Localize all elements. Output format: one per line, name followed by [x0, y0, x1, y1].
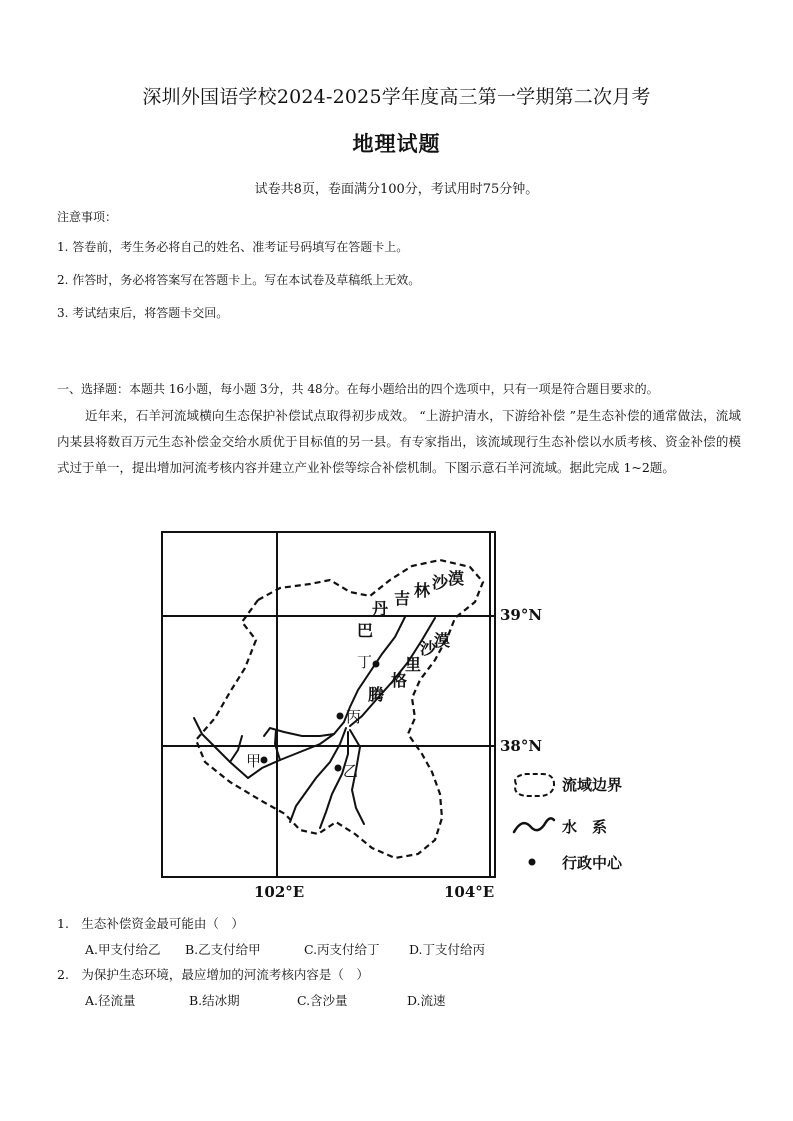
exam-info: 试卷共8页，卷面满分100分，考试用时75分钟。: [254, 182, 539, 197]
legend-water-symbol: [514, 818, 554, 832]
note-item-3: 3. 考试结束后，将答题卡交回。: [57, 306, 229, 320]
desert-badanjilin-char-3: 吉: [394, 589, 411, 608]
place-label-yi: 乙: [343, 762, 359, 780]
exam-title: 深圳外国语学校2024-2025学年度高三第一学期第二次月考: [142, 86, 651, 108]
question-1-options: [85, 940, 485, 958]
lat-label-38n: 38°N: [500, 737, 543, 755]
passage: 近年来，石羊河流域横向生态保护补偿试点取得初步成效。 “上游护清水，下游给补偿 ”是生态补偿的通常做法，流域内某县将数百万元生态补偿金交给水质优于目标值的另一县。有专家指出，该流域现行生态补偿以水质考核、资金补偿的模式过于单一，提出增加河流考核内容并建立产业补偿等综合补偿机制。下图示意石羊河流域。据此完成 1~2题。: [57, 408, 741, 475]
desert-tengger-char-2: 格: [391, 671, 408, 690]
q2-option-c[interactable]: C.含沙量: [296, 993, 348, 1008]
desert-badanjilin-char-4: 林: [414, 581, 431, 600]
section-heading: 一、选择题：本题共 16小题，每小题 3分，共 48分。在每小题给出的四个选项中，只有一项是符合题目要求的。: [57, 382, 659, 396]
legend-admin-symbol: [529, 859, 536, 866]
legend-admin-label: 行政中心: [562, 854, 623, 872]
desert-tengger-char-5: 漠: [434, 631, 451, 650]
notes-heading: 注意事项：: [57, 210, 118, 224]
legend-water-label: 水 系: [562, 818, 608, 836]
q2-option-b[interactable]: B.结冰期: [188, 993, 240, 1008]
desert-badanjilin-char-6: 漠: [448, 569, 465, 588]
place-dot-yi: [335, 765, 342, 772]
map-legend: [514, 774, 623, 872]
q1-option-b[interactable]: B.乙支付给甲: [184, 942, 261, 957]
lon-label-104e: 104°E: [444, 883, 495, 901]
q2-option-a[interactable]: A.径流量: [85, 993, 136, 1008]
question-2-options: [85, 991, 446, 1009]
desert-tengger-char-4: 沙: [420, 639, 437, 658]
shiyang-river-basin-map: [150, 522, 650, 907]
q1-option-c[interactable]: C.丙支付给丁: [303, 942, 380, 957]
desert-tengger-char-1: 腾: [368, 685, 385, 704]
lat-label-39n: 39°N: [500, 606, 543, 624]
desert-badanjilin-char-2: 丹: [372, 599, 389, 618]
note-item-2: 2. 作答时，务必将答案写在答题卡上。写在本试卷及草稿纸上无效。: [57, 273, 421, 287]
subject-title: 地理试题: [352, 131, 441, 156]
place-dot-bing: [337, 713, 344, 720]
question-1-stem: 1. 生态补偿资金最可能由（ ）: [57, 916, 244, 931]
question-2-stem: 2. 为保护生态环境，最应增加的河流考核内容是（ ）: [57, 967, 369, 982]
desert-badanjilin-char-1: 巴: [357, 621, 374, 640]
place-label-bing: 丙: [346, 708, 362, 726]
q2-option-d[interactable]: D.流速: [406, 993, 446, 1008]
q1-option-d[interactable]: D.丁支付给丙: [408, 942, 486, 957]
place-label-jia: 甲: [246, 752, 262, 770]
note-item-1: 1. 答卷前，考生务必将自己的姓名、准考证号码填写在答题卡上。: [57, 240, 409, 254]
river-system: [194, 617, 435, 828]
desert-badanjilin-char-5: 沙: [432, 573, 449, 592]
legend-boundary-label: 流域边界: [562, 776, 623, 794]
place-dot-ding: [373, 661, 380, 668]
place-label-ding: 丁: [357, 653, 373, 671]
lon-label-102e: 102°E: [254, 883, 305, 901]
desert-tengger-char-3: 里: [405, 655, 422, 674]
place-dot-jia: [261, 757, 268, 764]
basin-boundary: [196, 560, 483, 858]
legend-boundary-symbol: [515, 774, 554, 796]
q1-option-a[interactable]: A.甲支付给乙: [85, 942, 161, 957]
